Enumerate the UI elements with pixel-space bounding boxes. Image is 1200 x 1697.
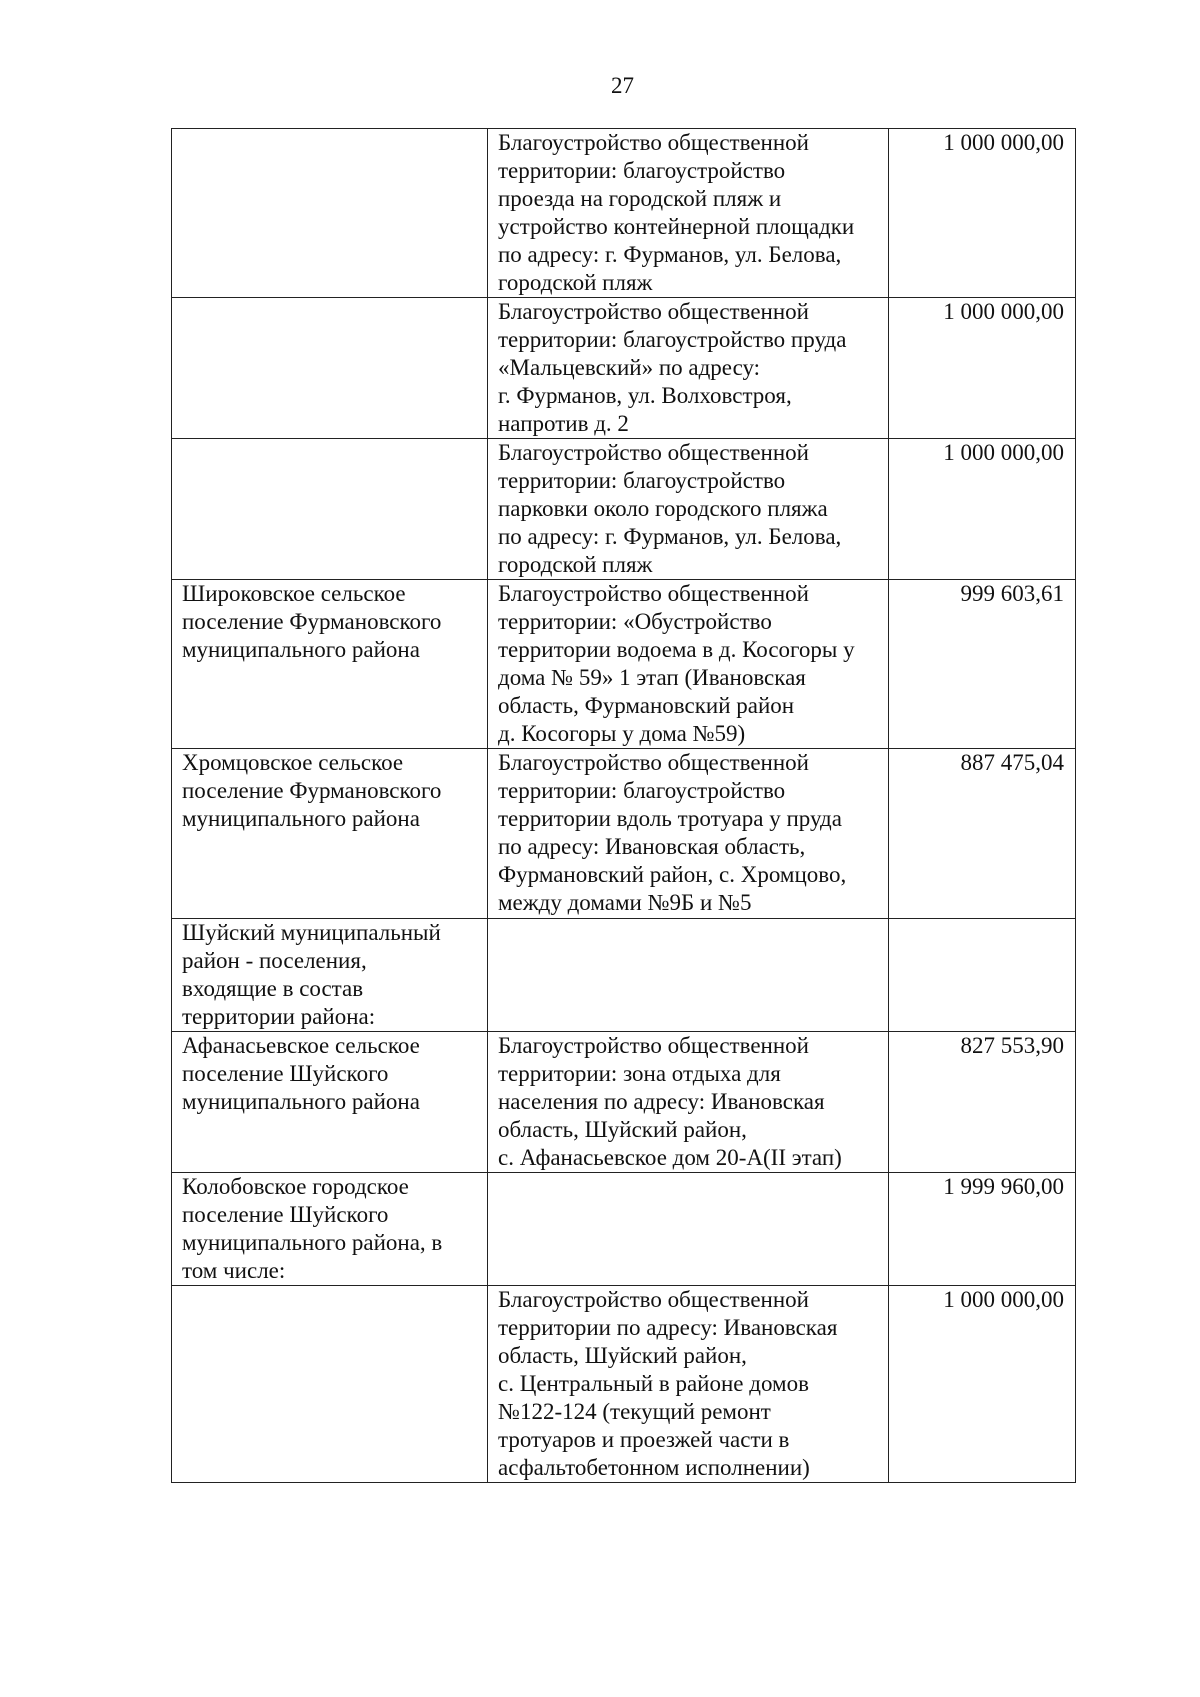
table-row <box>172 439 1076 580</box>
project-cell: Благоустройство общественной территории: «Обустройство территории водоема в д. Косогоры у дома № 59» 1 этап (Ивановская область, Фурмановский район д. Косогоры у дома №59) <box>488 580 889 749</box>
funding-table <box>171 128 1076 1483</box>
amount-cell: 1 000 000,00 <box>889 298 1076 439</box>
amount-cell: 1 000 000,00 <box>889 1286 1076 1483</box>
municipality-cell: Широковское сельское поселение Фурмановского муниципального района <box>172 580 488 749</box>
project-cell <box>488 919 889 1032</box>
amount-cell: 827 553,90 <box>889 1032 1076 1173</box>
table-row <box>172 1032 1076 1173</box>
project-cell: Благоустройство общественной территории: благоустройство проезда на городской пляж и устройство контейнерной площадки по адресу: г. Фурманов, ул. Белова, городской пляж <box>488 129 889 298</box>
page-number: 27 <box>611 73 634 98</box>
project-cell: Благоустройство общественной территории по адресу: Ивановская область, Шуйский район, с. Центральный в районе домов №122-124 (текущий ремонт тротуаров и проезжей части в асфальтобетонном исполнении) <box>488 1286 889 1483</box>
project-cell <box>488 1173 889 1286</box>
amount-cell: 1 999 960,00 <box>889 1173 1076 1286</box>
project-cell: Благоустройство общественной территории: благоустройство территории вдоль тротуара у пруда по адресу: Ивановская область, Фурмановский район, с. Хромцово, между домами №9Б и №5 <box>488 749 889 919</box>
table-row <box>172 298 1076 439</box>
amount-cell: 1 000 000,00 <box>889 439 1076 580</box>
table-row <box>172 919 1076 1032</box>
project-cell: Благоустройство общественной территории: благоустройство парковки около городского пляжа по адресу: г. Фурманов, ул. Белова, городской пляж <box>488 439 889 580</box>
municipality-cell: Шуйский муниципальный район - поселения, входящие в состав территории района: <box>172 919 488 1032</box>
municipality-cell <box>172 1286 488 1483</box>
municipality-cell: Афанасьевское сельское поселение Шуйского муниципального района <box>172 1032 488 1173</box>
table-row <box>172 580 1076 749</box>
amount-cell: 887 475,04 <box>889 749 1076 919</box>
amount-cell: 999 603,61 <box>889 580 1076 749</box>
project-cell: Благоустройство общественной территории: зона отдыха для населения по адресу: Ивановская область, Шуйский район, с. Афанасьевское дом 20-А(II этап) <box>488 1032 889 1173</box>
amount-cell <box>889 919 1076 1032</box>
amount-cell: 1 000 000,00 <box>889 129 1076 298</box>
project-cell: Благоустройство общественной территории: благоустройство пруда «Мальцевский» по адресу: г. Фурманов, ул. Волховстроя, напротив д. 2 <box>488 298 889 439</box>
municipality-cell <box>172 129 488 298</box>
table-row <box>172 129 1076 298</box>
municipality-cell: Хромцовское сельское поселение Фурмановского муниципального района <box>172 749 488 919</box>
municipality-cell <box>172 439 488 580</box>
table-row <box>172 749 1076 919</box>
municipality-cell: Колобовское городское поселение Шуйского муниципального района, в том числе: <box>172 1173 488 1286</box>
table-row <box>172 1173 1076 1286</box>
municipality-cell <box>172 298 488 439</box>
table-row <box>172 1286 1076 1483</box>
